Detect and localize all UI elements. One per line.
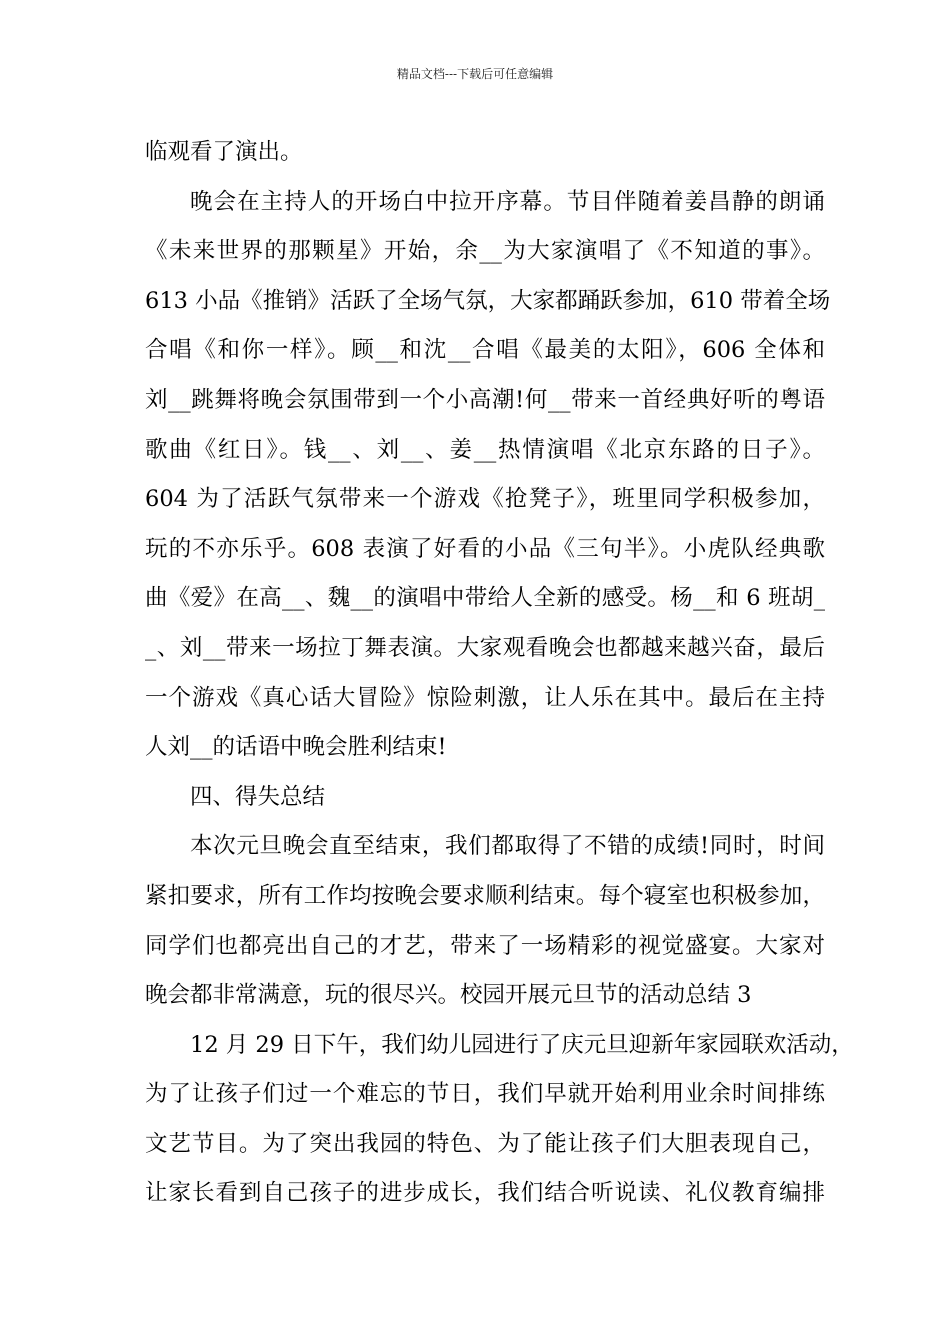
paragraph-line: 晚会在主持人的开场白中拉开序幕。节目伴随着姜昌静的朗诵 — [190, 188, 825, 215]
paragraph-line: _、刘__带来一场拉丁舞表演。大家观看晚会也都越来越兴奋，最后 — [145, 634, 825, 661]
paragraph-line: 合唱《和你一样》。顾__和沈__合唱《最美的太阳》，606 全体和 — [145, 337, 825, 364]
paragraph-line: 文艺节目。为了突出我园的特色、为了能让孩子们大胆表现自己， — [145, 1130, 825, 1157]
paragraph-line: 玩的不亦乐乎。608 表演了好看的小品《三句半》。小虎队经典歌 — [145, 535, 825, 562]
paragraph-line: 歌曲《红日》。钱__、刘__、姜__热情演唱《北京东路的日子》。 — [145, 436, 825, 463]
paragraph-line: 让家长看到自己孩子的进步成长，我们结合听说读、礼仪教育编排 — [145, 1180, 825, 1207]
paragraph-line: 《未来世界的那颗星》开始，余__为大家演唱了《不知道的事》。 — [145, 238, 825, 265]
page-header: 精品文档---下载后可任意编辑 — [396, 67, 554, 81]
paragraph-line: 刘__跳舞将晚会氛围带到一个小高潮!何__带来一首经典好听的粤语 — [145, 386, 825, 413]
paragraph-line: 人刘__的话语中晚会胜利结束! — [145, 734, 447, 761]
paragraph-line: 604 为了活跃气氛带来一个游戏《抢凳子》，班里同学积极参加， — [145, 486, 825, 513]
paragraph-line: 为了让孩子们过一个难忘的节日，我们早就开始利用业余时间排练 — [145, 1081, 825, 1108]
paragraph-line: 本次元旦晚会直至结束，我们都取得了不错的成绩!同时，时间 — [190, 833, 825, 860]
paragraph-line: 613 小品《推销》活跃了全场气氛，大家都踊跃参加，610 带着全场 — [145, 287, 831, 314]
body-text — [145, 128, 854, 1219]
paragraph-line: 临观看了演出。 — [145, 139, 303, 165]
paragraph-line: 一个游戏《真心话大冒险》惊险刺激，让人乐在其中。最后在主持 — [145, 684, 825, 711]
paragraph-line: 同学们也都亮出自己的才艺，带来了一场精彩的视觉盛宴。大家对 — [145, 932, 825, 959]
paragraph-line: 12 月 29 日下午，我们幼儿园进行了庆元旦迎新年家园联欢活动， — [190, 1031, 854, 1058]
paragraph-line: 紧扣要求，所有工作均按晚会要求顺利结束。每个寝室也积极参加， — [145, 882, 825, 909]
section-heading: 四、得失总结 — [190, 783, 326, 810]
paragraph-line: 晚会都非常满意，玩的很尽兴。校园开展元旦节的活动总结 3 — [145, 982, 752, 1009]
paragraph-line: 曲《爱》在高__、魏__的演唱中带给人全新的感受。杨__和 6 班胡_ — [145, 585, 825, 612]
